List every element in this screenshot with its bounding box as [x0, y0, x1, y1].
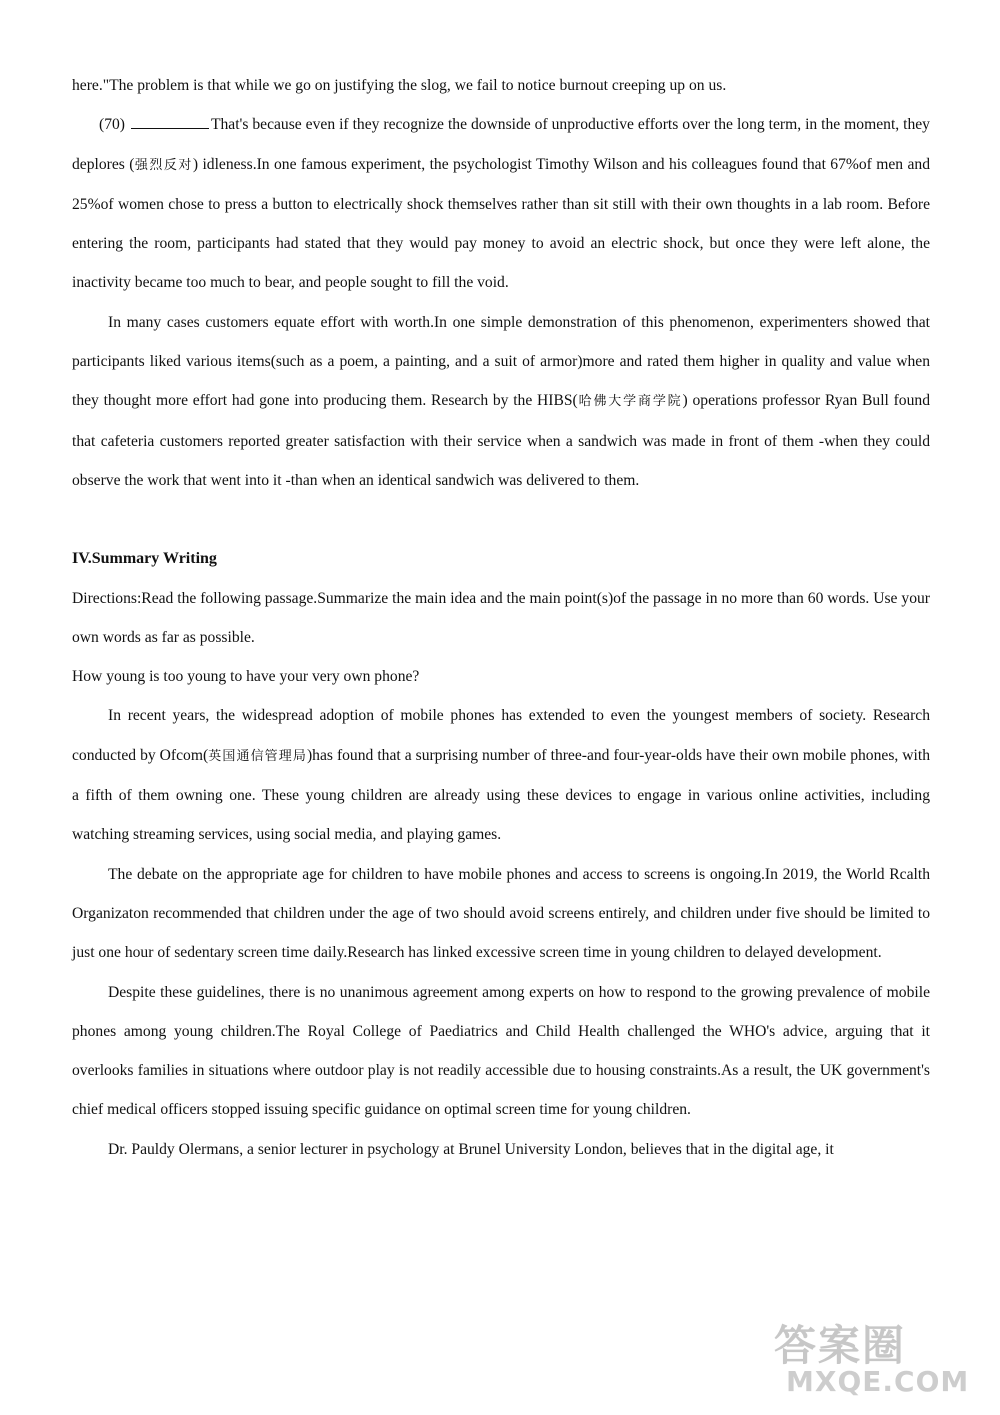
paragraph-text: That's because even if they recognize the downside of unproductive efforts over the long term, in the moment, they deplores ( — [72, 116, 930, 173]
paragraph-text: ) idleness.In one famous experiment, the psychologist Timothy Wilson and his colleagues found that 67%of men and 25%of women chose to press a button to electrically shock themselves rather than sit still with their own thoughts in a lab room. Before entering the room, participants had stated that they would pay money to avoid an electric shock, but once they were left alone, the inactivity became too much to bear, and people sought to fill the void. — [72, 155, 930, 292]
question-number: (70) — [99, 116, 125, 134]
paragraph-continuation — [72, 66, 930, 105]
paragraph-debate: The debate on the appropriate age for children to have mobile phones and access to screens is ongoing.In 2019, the World Rcalth Organizaton recommended that children under the age of two should avoid screens entirely, and children under five should be limited to just one hour of sedentary screen time daily.Research has linked excessive screen time in young children to delayed development. — [72, 865, 930, 962]
paragraph-effort-worth — [72, 303, 930, 500]
paragraph-text: In recent years, the widespread adoption of mobile phones has extended to even the youngest members of society. Research conducted by Ofcom( — [72, 707, 930, 764]
chinese-gloss: 哈佛大学商学院 — [577, 394, 683, 410]
watermark-logo — [734, 1313, 974, 1403]
paragraph-text: In many cases customers equate effort with worth.In one simple demonstration of this phenomenon, experimenters showed that participants liked various items(such as a poem, a painting, and a suit of armor)more and rated them higher in quality and value when they thought more effort had gone into producing them. Research by the HIBS( — [72, 313, 930, 410]
chinese-gloss: 英国通信管理局 — [208, 748, 307, 764]
paragraph-text: here."The problem is that while we go on justifying the slog, we fail to notice burnout creeping up on us. — [72, 77, 727, 94]
paragraph-recent-years — [72, 696, 930, 854]
question-70-paragraph — [72, 105, 930, 302]
chinese-gloss: 强烈反对 — [134, 157, 193, 173]
section-spacer — [72, 500, 930, 539]
directions: Directions:Read the following passage.Summarize the main idea and the main point(s)of the passage in no more than 60 words. Use your own words as far as possible. — [72, 589, 930, 646]
paragraph-guidelines: Despite these guidelines, there is no unanimous agreement among experts on how to respond to the growing prevalence of mobile phones among young children.The Royal College of Paediatrics and Child Health challenged the WHO's advice, arguing that it overlooks families in situations where outdoor play is not readily accessible due to housing constraints.As a result, the UK government's chief medical officers stopped issuing specific guidance on optimal screen time for young children. — [72, 983, 930, 1119]
passage-title: How young is too young to have your very own phone? — [72, 668, 420, 686]
section-title: IV.Summary Writing — [72, 550, 217, 568]
watermark-url: MXQE.COM — [786, 1365, 970, 1398]
answer-blank[interactable] — [131, 113, 209, 129]
paragraph-olermans: Dr. Pauldy Olermans, a senior lecturer in psychology at Brunel University London, believes that in the digital age, it — [108, 1140, 834, 1158]
watermark-glyphs: 答案圈 — [774, 1321, 907, 1370]
paragraph-text: )has found that a surprising number of three-and four-year-olds have their own mobile phones, with a fifth of them owning one. These young children are already using these devices to engage in various online activities, including watching streaming services, using social media, and playing games. — [72, 746, 931, 844]
document-body — [72, 66, 930, 1169]
paragraph-text: ) operations professor Ryan Bull found that cafeteria customers reported greater satisfaction with their service when a sandwich was made in front of them -when they could observe the work that went into it -than when an identical sandwich was delivered to them. — [72, 392, 930, 489]
